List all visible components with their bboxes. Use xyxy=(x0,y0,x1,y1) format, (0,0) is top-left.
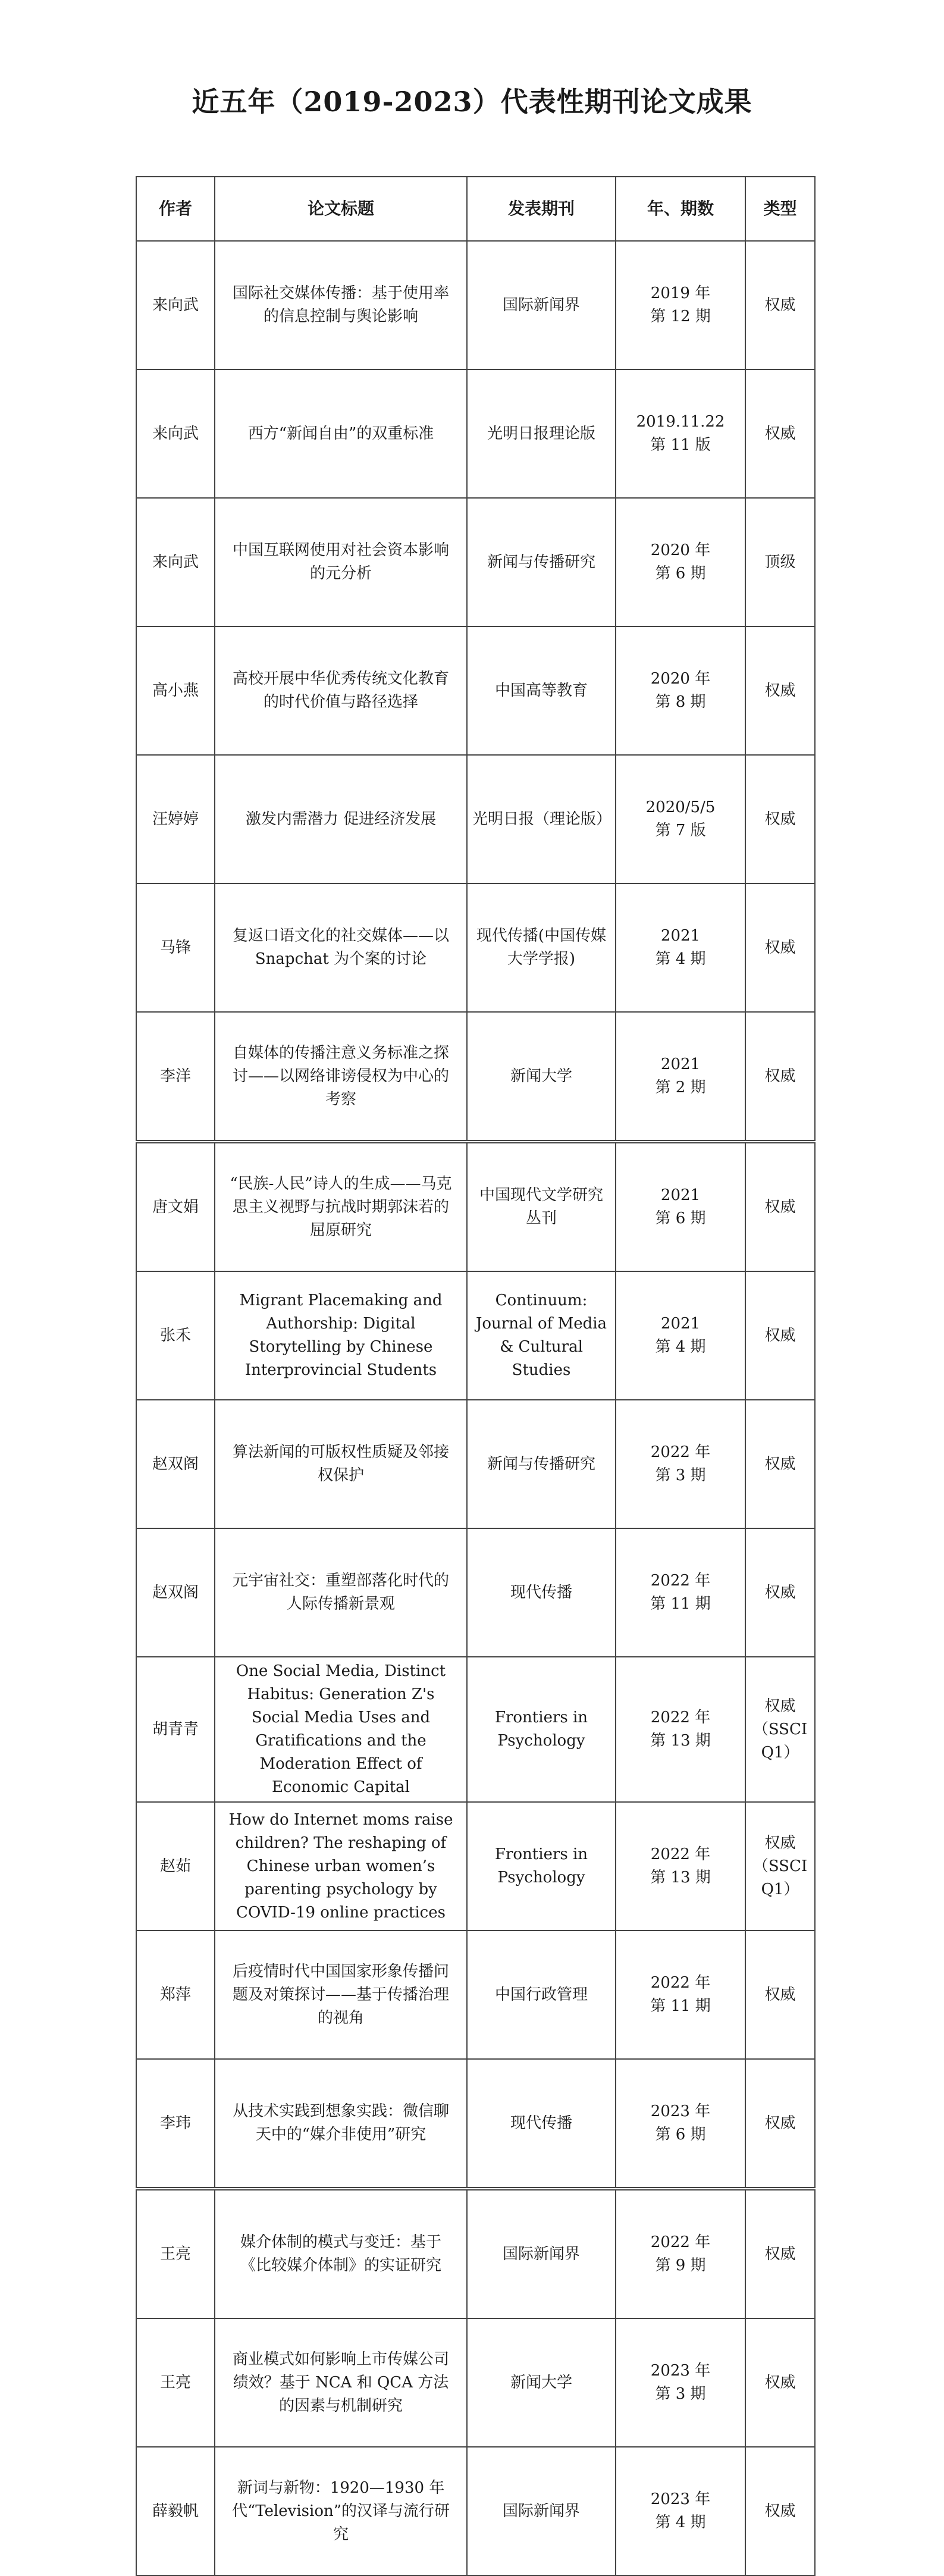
cell-title: “民族-人民”诗人的生成——马克思主义视野与抗战时期郭沫若的屈原研究 xyxy=(215,1142,467,1271)
cell-type: 权威 xyxy=(745,1142,815,1271)
cell-issue: 2023 年 第 6 期 xyxy=(616,2059,745,2189)
cell-author: 胡青青 xyxy=(136,1657,215,1802)
table-row xyxy=(136,1012,815,1142)
cell-issue: 2022 年 第 13 期 xyxy=(616,1657,745,1802)
cell-issue: 2020 年 第 6 期 xyxy=(616,498,745,626)
header-journal: 发表期刊 xyxy=(467,177,616,241)
cell-author: 赵茹 xyxy=(136,1802,215,1931)
cell-title: 元宇宙社交：重塑部落化时代的人际传播新景观 xyxy=(215,1528,467,1657)
cell-title: 国际社交媒体传播：基于使用率的信息控制与舆论影响 xyxy=(215,241,467,369)
cell-author: 张禾 xyxy=(136,1271,215,1400)
cell-issue: 2022 年 第 9 期 xyxy=(616,2189,745,2318)
cell-type: 权威 xyxy=(745,626,815,755)
cell-issue: 2022 年 第 11 期 xyxy=(616,1931,745,2059)
cell-journal: Frontiers in Psychology xyxy=(467,1802,616,1931)
table-row xyxy=(136,626,815,755)
cell-journal: 新闻与传播研究 xyxy=(467,498,616,626)
cell-type: 权威（SSCI Q1） xyxy=(745,1802,815,1931)
cell-journal: Continuum: Journal of Media & Cultural Studies xyxy=(467,1271,616,1400)
cell-journal: 现代传播 xyxy=(467,1528,616,1657)
cell-author: 赵双阁 xyxy=(136,1400,215,1528)
table-row xyxy=(136,1802,815,1931)
cell-type: 权威 xyxy=(745,1528,815,1657)
cell-type: 权威 xyxy=(745,883,815,1012)
cell-author: 来向武 xyxy=(136,241,215,369)
table-row xyxy=(136,1400,815,1528)
cell-issue: 2023 年 第 4 期 xyxy=(616,2447,745,2575)
cell-journal: 国际新闻界 xyxy=(467,2447,616,2575)
table-body xyxy=(136,241,815,2575)
table-row xyxy=(136,883,815,1012)
header-issue: 年、期数 xyxy=(616,177,745,241)
cell-title: 新词与新物：1920—1930 年代“Television”的汉译与流行研究 xyxy=(215,2447,467,2575)
cell-title: 西方“新闻自由”的双重标准 xyxy=(215,369,467,498)
table-row xyxy=(136,2189,815,2318)
cell-title: Migrant Placemaking and Authorship: Digital Storytelling by Chinese Interprovincial Students xyxy=(215,1271,467,1400)
papers-table xyxy=(136,176,816,2576)
cell-author: 赵双阁 xyxy=(136,1528,215,1657)
cell-type: 权威 xyxy=(745,369,815,498)
cell-type: 权威 xyxy=(745,2318,815,2447)
cell-journal: 中国现代文学研究丛刊 xyxy=(467,1142,616,1271)
cell-journal: 现代传播 xyxy=(467,2059,616,2189)
cell-title: One Social Media, Distinct Habitus: Generation Z's Social Media Uses and Gratifications and the Moderation Effect of Economic Capital xyxy=(215,1657,467,1802)
cell-author: 来向武 xyxy=(136,369,215,498)
cell-journal: 新闻大学 xyxy=(467,1012,616,1142)
cell-issue: 2023 年 第 3 期 xyxy=(616,2318,745,2447)
cell-issue: 2019 年 第 12 期 xyxy=(616,241,745,369)
cell-author: 汪婷婷 xyxy=(136,755,215,883)
cell-title: 后疫情时代中国国家形象传播问题及对策探讨——基于传播治理的视角 xyxy=(215,1931,467,2059)
cell-title: 算法新闻的可版权性质疑及邻接权保护 xyxy=(215,1400,467,1528)
cell-journal: 光明日报理论版 xyxy=(467,369,616,498)
table-row xyxy=(136,2059,815,2189)
cell-journal: 新闻与传播研究 xyxy=(467,1400,616,1528)
table-row xyxy=(136,1931,815,2059)
cell-type: 顶级 xyxy=(745,498,815,626)
cell-author: 薛毅帆 xyxy=(136,2447,215,2575)
cell-type: 权威 xyxy=(745,2189,815,2318)
cell-issue: 2021 第 4 期 xyxy=(616,883,745,1012)
cell-author: 马锋 xyxy=(136,883,215,1012)
table-row xyxy=(136,2447,815,2575)
cell-type: 权威 xyxy=(745,1931,815,2059)
cell-title: 中国互联网使用对社会资本影响的元分析 xyxy=(215,498,467,626)
cell-author: 高小燕 xyxy=(136,626,215,755)
cell-author: 王亮 xyxy=(136,2189,215,2318)
cell-title: 高校开展中华优秀传统文化教育的时代价值与路径选择 xyxy=(215,626,467,755)
cell-author: 李玮 xyxy=(136,2059,215,2189)
cell-issue: 2022 年 第 13 期 xyxy=(616,1802,745,1931)
cell-journal: 现代传播(中国传媒大学学报) xyxy=(467,883,616,1012)
cell-title: 媒介体制的模式与变迁：基于《比较媒介体制》的实证研究 xyxy=(215,2189,467,2318)
cell-type: 权威（SSCI Q1） xyxy=(745,1657,815,1802)
cell-issue: 2021 第 6 期 xyxy=(616,1142,745,1271)
cell-title: 激发内需潜力 促进经济发展 xyxy=(215,755,467,883)
table-row xyxy=(136,241,815,369)
cell-title: 商业模式如何影响上市传媒公司绩效？基于 NCA 和 QCA 方法的因素与机制研究 xyxy=(215,2318,467,2447)
table-row xyxy=(136,498,815,626)
cell-type: 权威 xyxy=(745,1400,815,1528)
table-row xyxy=(136,1657,815,1802)
cell-title: 自媒体的传播注意义务标准之探讨——以网络诽谤侵权为中心的考察 xyxy=(215,1012,467,1142)
header-author: 作者 xyxy=(136,177,215,241)
cell-type: 权威 xyxy=(745,1012,815,1142)
cell-type: 权威 xyxy=(745,2447,815,2575)
cell-author: 来向武 xyxy=(136,498,215,626)
cell-type: 权威 xyxy=(745,755,815,883)
cell-author: 郑萍 xyxy=(136,1931,215,2059)
table-row xyxy=(136,1142,815,1271)
cell-type: 权威 xyxy=(745,241,815,369)
cell-issue: 2022 年 第 11 期 xyxy=(616,1528,745,1657)
cell-journal: Frontiers in Psychology xyxy=(467,1657,616,1802)
cell-journal: 中国行政管理 xyxy=(467,1931,616,2059)
cell-type: 权威 xyxy=(745,2059,815,2189)
header-type: 类型 xyxy=(745,177,815,241)
cell-issue: 2022 年 第 3 期 xyxy=(616,1400,745,1528)
cell-issue: 2021 第 2 期 xyxy=(616,1012,745,1142)
cell-journal: 国际新闻界 xyxy=(467,2189,616,2318)
cell-journal: 新闻大学 xyxy=(467,2318,616,2447)
table-header-row xyxy=(136,177,815,241)
table-row xyxy=(136,1271,815,1400)
cell-author: 王亮 xyxy=(136,2318,215,2447)
header-title: 论文标题 xyxy=(215,177,467,241)
cell-title: How do Internet moms raise children? The reshaping of Chinese urban women’s parenting psychology by COVID-19 online practices xyxy=(215,1802,467,1931)
cell-author: 唐文娟 xyxy=(136,1142,215,1271)
cell-type: 权威 xyxy=(745,1271,815,1400)
cell-issue: 2020 年 第 8 期 xyxy=(616,626,745,755)
cell-journal: 国际新闻界 xyxy=(467,241,616,369)
cell-author: 李洋 xyxy=(136,1012,215,1142)
cell-title: 从技术实践到想象实践：微信聊天中的“媒介非使用”研究 xyxy=(215,2059,467,2189)
cell-issue: 2021 第 4 期 xyxy=(616,1271,745,1400)
cell-journal: 中国高等教育 xyxy=(467,626,616,755)
table-row xyxy=(136,369,815,498)
table-row xyxy=(136,2318,815,2447)
cell-issue: 2019.11.22 第 11 版 xyxy=(616,369,745,498)
cell-journal: 光明日报（理论版） xyxy=(467,755,616,883)
table-row xyxy=(136,1528,815,1657)
cell-title: 复返口语文化的社交媒体——以 Snapchat 为个案的讨论 xyxy=(215,883,467,1012)
table-row xyxy=(136,755,815,883)
cell-issue: 2020/5/5 第 7 版 xyxy=(616,755,745,883)
page-title: 近五年（2019-2023）代表性期刊论文成果 xyxy=(192,86,752,118)
